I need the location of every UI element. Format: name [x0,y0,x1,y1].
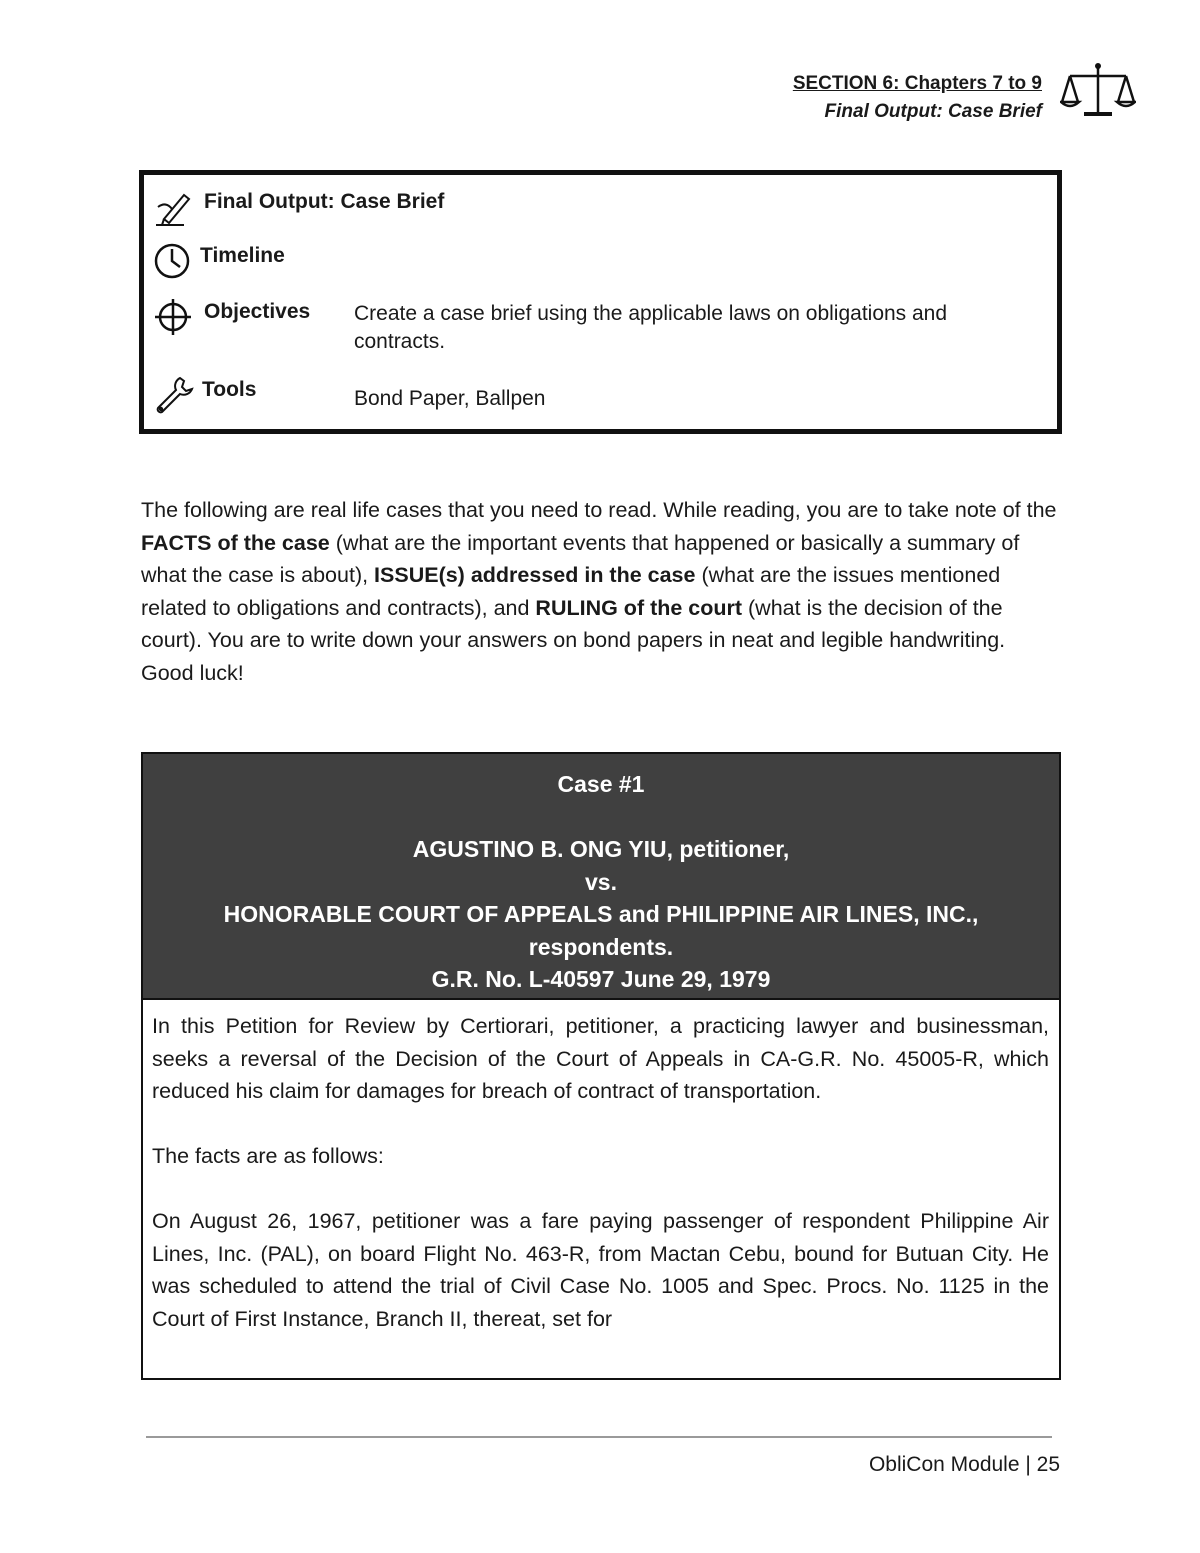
scales-of-justice-icon [1060,62,1136,122]
tools-row [154,375,256,415]
intro-issues-bold: ISSUE(s) addressed in the case [374,563,696,587]
infobox-title: Final Output: Case Brief [204,190,445,213]
case-header [143,754,1059,1000]
timeline-label: Timeline [200,244,285,267]
case-number: Case #1 [557,771,645,797]
tools-label: Tools [202,378,257,401]
case-petitioner: AGUSTINO B. ONG YIU, petitioner, [412,836,790,862]
timeline-row [154,241,285,281]
case-vs: vs. [585,868,617,895]
case-paragraph: The facts are as follows: [152,1144,384,1168]
wrench-icon [154,375,194,415]
intro-text-2: (what are the important events that happened or basically a summary of what the case is about), [141,530,1020,587]
intro-text-3: (what are the issues mentioned related to obligations and contracts), and [141,563,1001,620]
tools-value: Bond Paper, Ballpen [354,387,546,410]
case-paragraph: On August 26, 1967, petitioner was a fare paying passenger of respondent Philippine Air Lines, Inc. (PAL), on board Flight No. 463-R, from Mactan Cebu, bound for Butuan City. He was scheduled to attend the trial of Civil Case No. 1005 and Spec. Procs. No. 1125 in the Court of First Instance, Branch II, thereat, set for [152,1209,1049,1331]
case-respondents: HONORABLE COURT OF APPEALS and PHILIPPINE AIR LINES, INC., respondents. [223,901,979,960]
case-paragraph: In this Petition for Review by Certiorari, petitioner, a practicing lawyer and businessman, seeks a reversal of the Decision of the Court of Appeals in CA-G.R. No. 45005-R, which reduced his claim for damages for breach of contract of transportation. [152,1014,1049,1103]
objectives-label: Objectives [204,300,311,323]
intro-text-1: The following are real life cases that you need to read. While reading, you are to take note of the [141,498,1057,522]
case-body [143,1000,1059,1335]
intro-facts-bold: FACTS of the case [141,530,330,555]
objectives-row [154,297,310,337]
intro-text-4: (what is the decision of the court). You are to write down your answers on bond papers in neat and legible handwriting. Good luck! [141,595,1006,685]
section-subtitle: Final Output: Case Brief [824,101,1042,122]
case-gr-number: G.R. No. L-40597 June 29, 1979 [431,966,771,992]
page-footer: ObliCon Module | 25 [868,1453,1060,1476]
final-output-infobox [139,170,1062,434]
pencil-writing-icon [154,187,194,227]
section-title: SECTION 6: Chapters 7 to 9 [792,73,1042,94]
infobox-title-row [154,187,444,227]
instructions-paragraph [141,494,1059,689]
intro-ruling-bold: RULING of the court [535,595,743,620]
case-box [141,752,1061,1380]
footer-divider [146,1436,1052,1438]
page-header [793,70,1042,126]
objectives-value: Create a case brief using the applicable laws on obligations and contracts. [354,302,948,353]
crosshair-target-icon [154,297,194,337]
clock-icon [154,241,194,281]
